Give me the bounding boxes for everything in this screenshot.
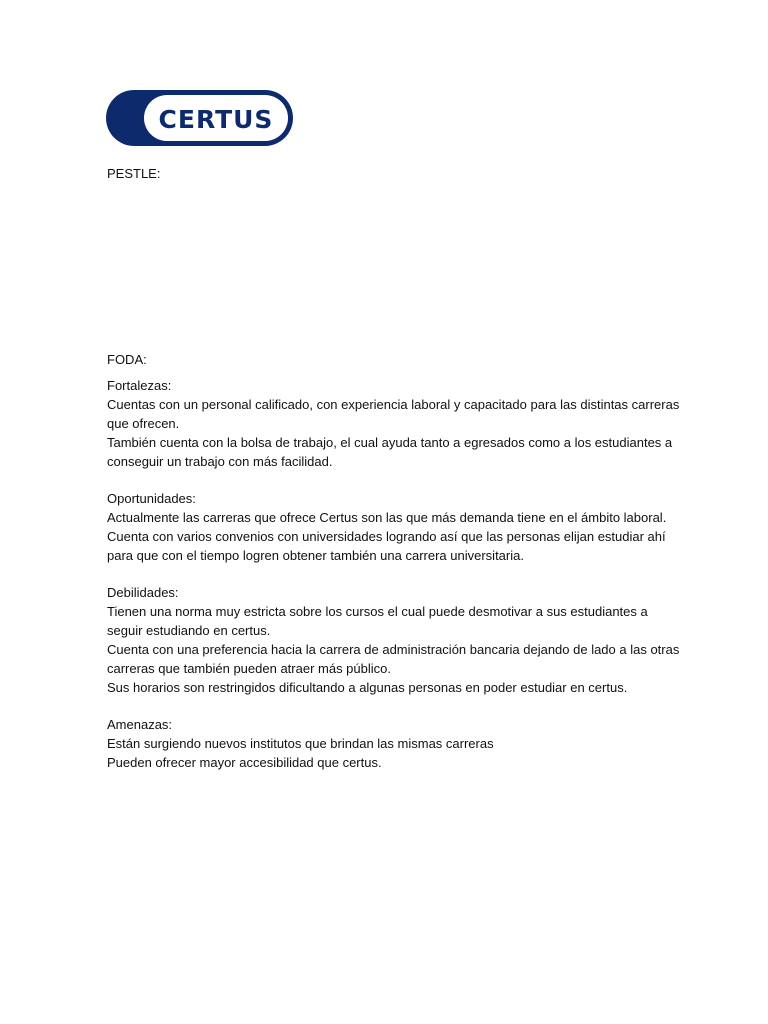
oportunidades-line: Actualmente las carreras que ofrece Certus son las que más demanda tiene en el ámbito laboral. <box>107 510 667 525</box>
fortalezas-label: Fortalezas: <box>107 378 172 393</box>
certus-logo <box>106 90 293 146</box>
pestle-heading: PESTLE: <box>107 166 161 181</box>
fortalezas-line: que ofrecen. <box>107 416 180 431</box>
oportunidades-line: Cuenta con varios convenios con universidades logrando así que las personas elijan estudiar ahí <box>107 529 666 544</box>
debilidades-line: carreras que también pueden atraer más público. <box>107 661 391 676</box>
certus-logo-mark <box>106 90 293 146</box>
fortalezas-line: conseguir un trabajo con más facilidad. <box>107 454 333 469</box>
logo-wordmark: CERTUS <box>158 105 274 134</box>
debilidades-label: Debilidades: <box>107 585 179 600</box>
debilidades-line: Tienen una norma muy estricta sobre los cursos el cual puede desmotivar a sus estudiantes a <box>107 604 648 619</box>
debilidades-section <box>107 583 680 697</box>
fortalezas-section <box>107 376 680 471</box>
debilidades-line: Sus horarios son restringidos dificultando a algunas personas en poder estudiar en certus. <box>107 680 628 695</box>
document-body <box>107 164 680 772</box>
foda-heading: FODA: <box>107 352 147 367</box>
oportunidades-section <box>107 489 677 565</box>
amenazas-line: Pueden ofrecer mayor accesibilidad que certus. <box>107 755 382 770</box>
oportunidades-label: Oportunidades: <box>107 491 196 506</box>
fortalezas-line: Cuentas con un personal calificado, con experiencia laboral y capacitado para las distintas carreras <box>107 397 680 412</box>
amenazas-section <box>107 715 677 772</box>
debilidades-line: Cuenta con una preferencia hacia la carrera de administración bancaria dejando de lado a las otras <box>107 642 680 657</box>
amenazas-line: Están surgiendo nuevos institutos que brindan las mismas carreras <box>107 736 494 751</box>
debilidades-line: seguir estudiando en certus. <box>107 623 271 638</box>
amenazas-label: Amenazas: <box>107 717 173 732</box>
fortalezas-line: También cuenta con la bolsa de trabajo, el cual ayuda tanto a egresados como a los estudiantes a <box>107 435 673 450</box>
pestle-empty-space <box>107 183 677 350</box>
oportunidades-line: para que con el tiempo logren obtener también una carrera universitaria. <box>107 548 524 563</box>
